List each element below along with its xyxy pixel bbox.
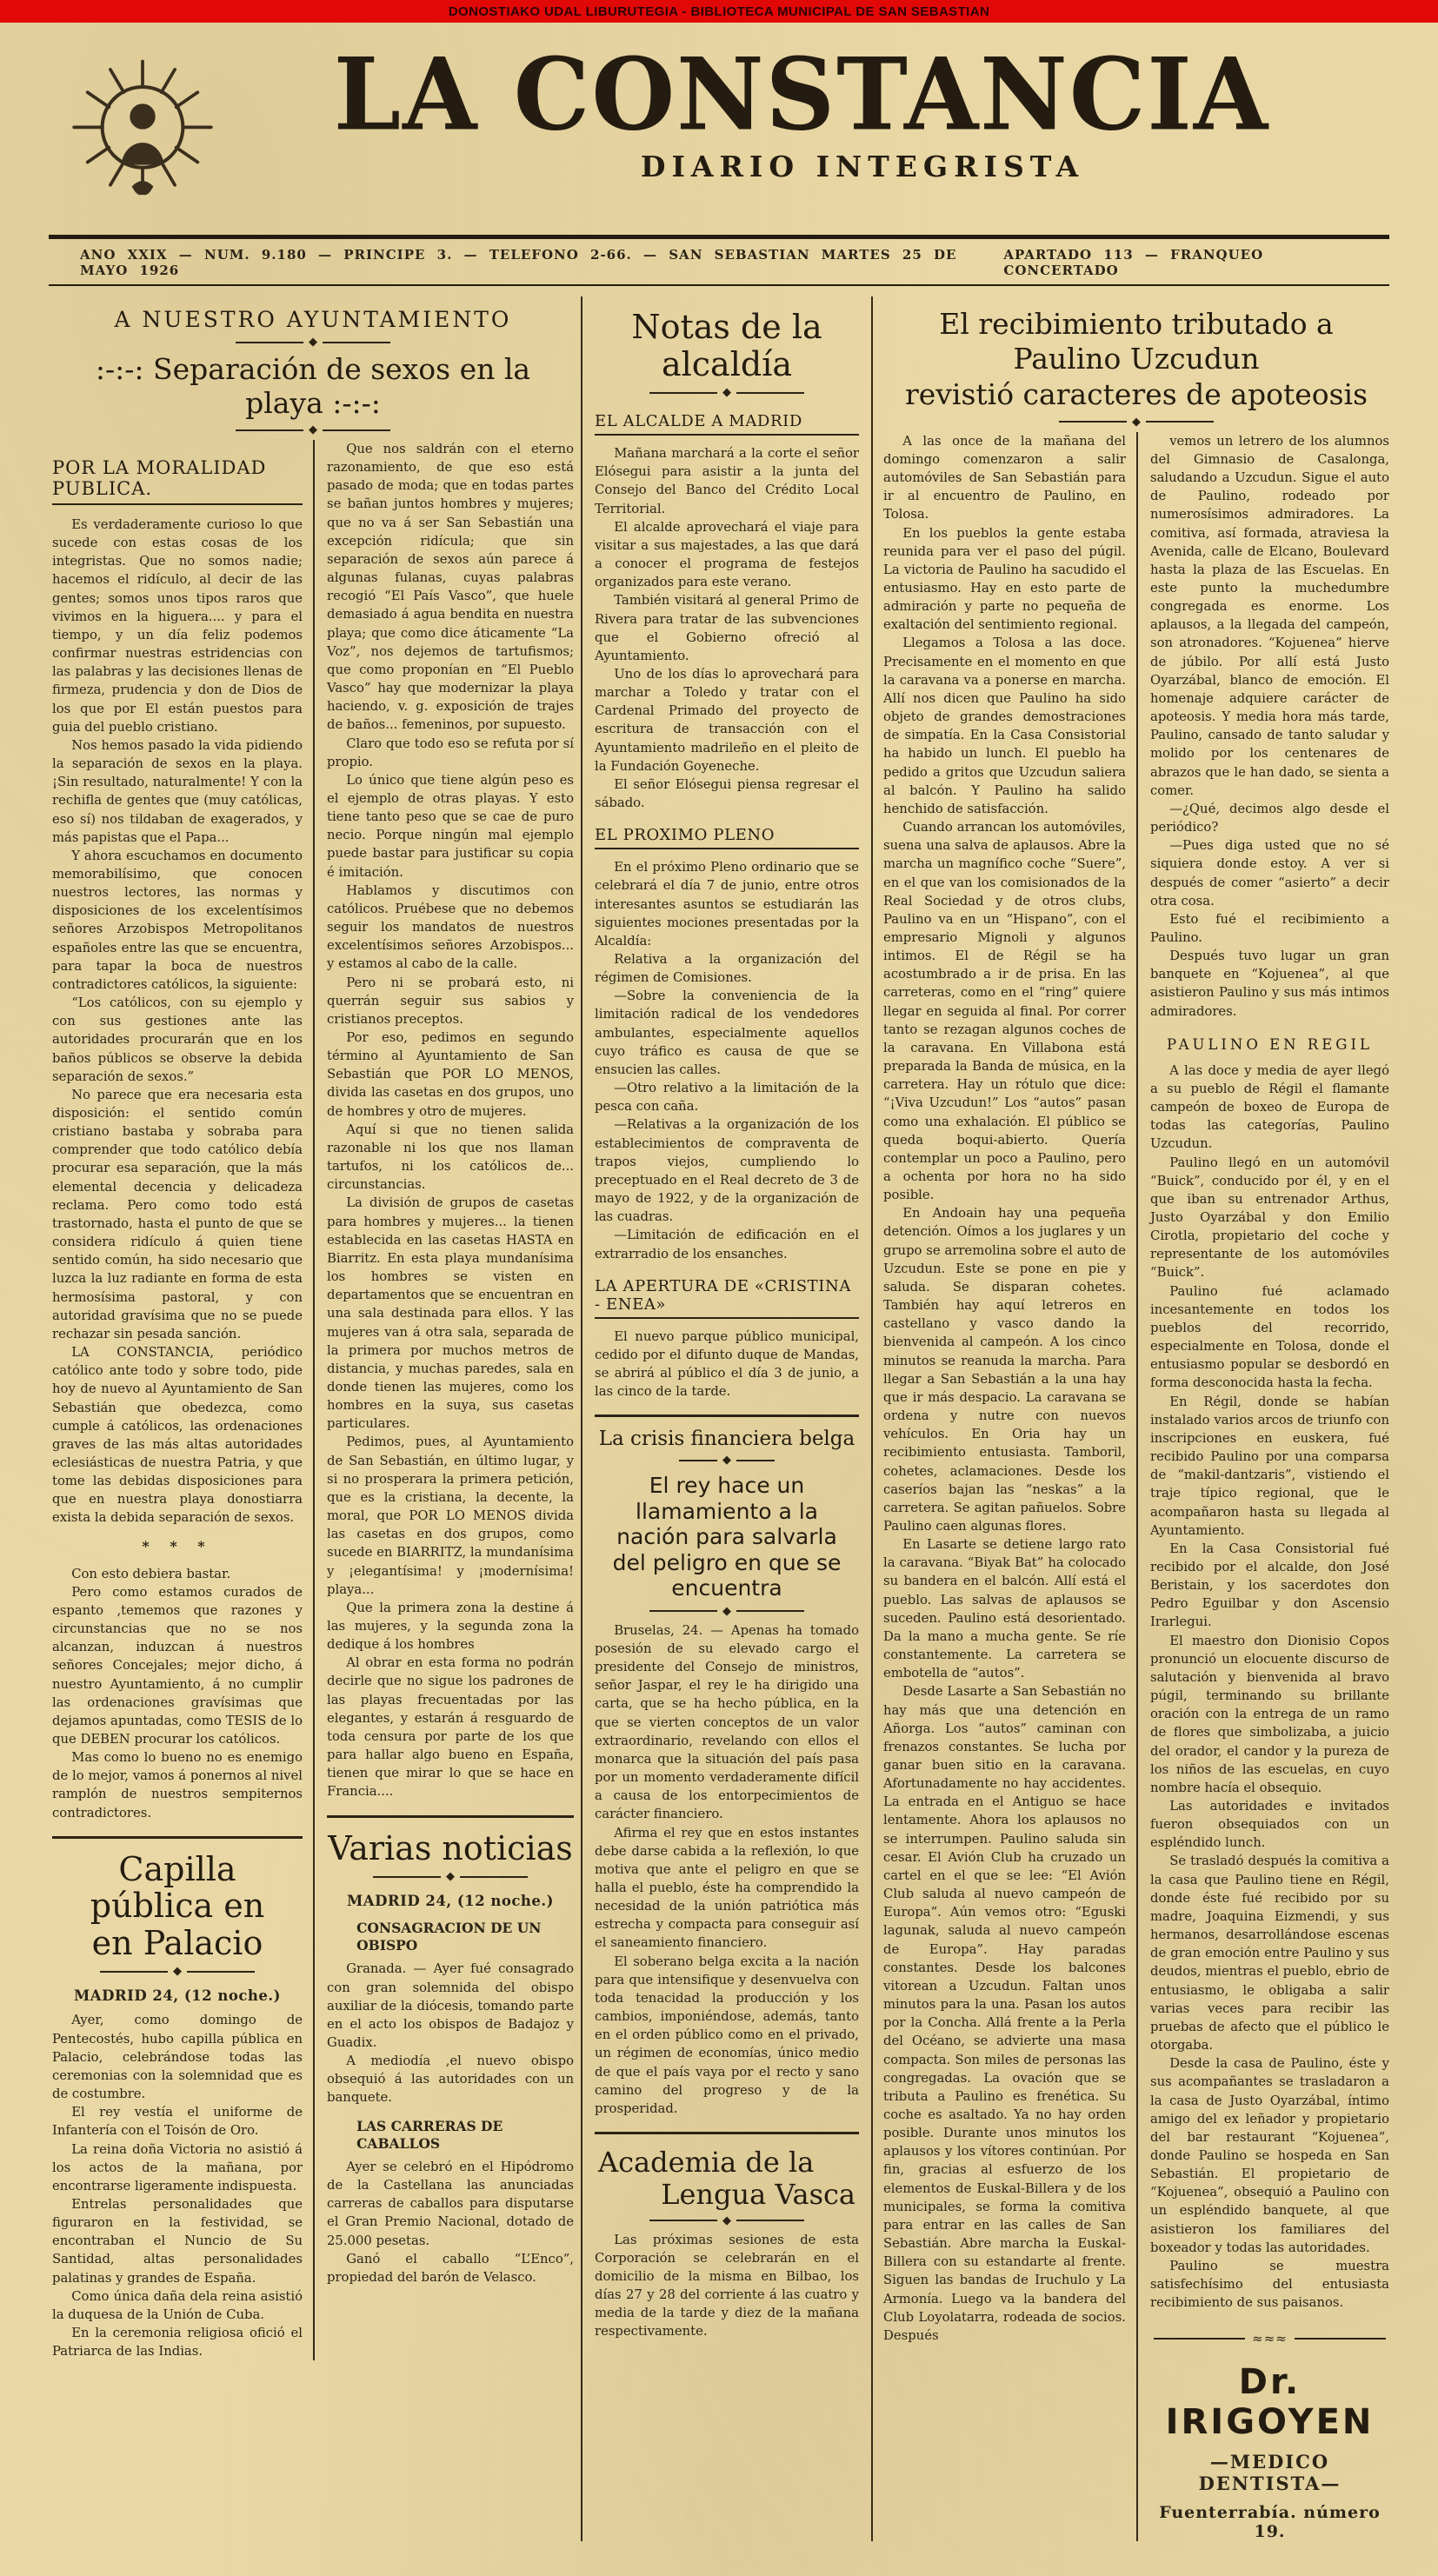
paragraph: —Sobre la conveniencia de la limitación radical de los vendedores ambulantes, especialmente aquellos cuyo tráfico es causa de que se ensucien las calles. xyxy=(595,988,859,1077)
section-break-stars: * * * xyxy=(142,1537,213,1554)
paragraph-list xyxy=(595,2231,859,2341)
paragraph: También visitará al general Primo de Rivera para tratar de las subvenciones que el Gobierno ofreció al Ayuntamiento. xyxy=(595,593,859,663)
paragraph: Hablamos y discutimos con católicos. Pruébese que no debemos seguir los mandatos de nuestros excelentísimos señores Arzobispos... y estamos al cabo de la calle. xyxy=(327,882,574,972)
paragraph: Paulino llegó en un automóvil “Buick”, conducido por él, y en el que iban su entrenador Arthus, Justo Oyarzábal y don Emilio Cirotla, propietario del coche y representante de los automóviles “Buick”. xyxy=(1150,1155,1389,1281)
paragraph: Esto fué el recibimiento a Paulino. xyxy=(1150,911,1389,945)
ornament-divider xyxy=(627,1606,827,1617)
paragraph: Ganó el caballo “L’Enco”, propiedad del barón de Velasco. xyxy=(327,2251,574,2285)
article-headline xyxy=(883,307,1389,412)
paragraph-list xyxy=(52,516,303,1528)
diamond-ornament-icon: ◆ xyxy=(309,336,317,349)
library-stamp-banner: DONOSTIAKO UDAL LIBURUTEGIA - BIBLIOTECA MUNICIPAL DE SAN SEBASTIAN xyxy=(0,0,1438,23)
paragraph: Granada. — Ayer fué consagrado con gran solemnida del obispo auxiliar de la diócesis, tomando parte en el acto los obispos de Badajoz y Guadix. xyxy=(327,1961,574,2051)
article-varias-noticias xyxy=(327,1830,574,2286)
article-headline xyxy=(595,2147,859,2211)
article-dateline: MADRID 24, (12 noche.) xyxy=(74,1987,281,2005)
paragraph: A mediodía ,el nuevo obispo obsequió á las autoridades con un banquete. xyxy=(327,2053,574,2106)
paragraph: El nuevo parque público municipal, cedido por el difunto duque de Mandas, se abrirá al público el día 3 de junio, a las cinco de la tarde. xyxy=(595,1328,859,1400)
diamond-ornament-icon: ◆ xyxy=(1132,415,1141,429)
headline-line: Capilla pública en xyxy=(90,1849,265,1926)
paragraph: En Régil, donde se habían instalado varios arcos de triunfo con inscripciones en euskera, fué recibido Paulino por una comparsa de “makil-dantzaris”, vistiendo el traje típico regional, que le acompañaron hasta su llegada al Ayuntamiento. xyxy=(1150,1394,1389,1538)
paragraph: Que nos saldrán con el eterno razonamiento, de que eso está pasado de moda; que en todas partes se bañan juntos hombres y mujeres; que no va á ser San Sebastián una excepción ridícula; que sin separación de sexos aún parece á algunas fulanas, cuyas palabras recogió “El País Vasco”, que huele demasiado á agua bendita en nuestra playa; que como dice áticamente “La Voz”, nos dejemos de tartufismos; que como proponían en “El Pueblo Vasco” hay que modernizar la playa haciendo, v. g. exposición de trajes de baños... femeninos, por supuesto. xyxy=(327,442,574,733)
paragraph: En Lasarte se detiene largo rato la caravana. “Biyak Bat” ha colocado su bandera en el balcón. Allí está el pueblo. Las salvas de aplausos se suceden. Paulino está desorientado. Da la mano a mucha gente. Se ríe constantemente. La carretera se embotella de “autos”. xyxy=(883,1537,1126,1681)
paragraph: El maestro don Dionisio Copos pronunció un elocuente discurso de salutación y bienvenida al bravo púgil, terminando su brillante oración con la entrega de un ramo de flores que simbolizaba, a juicio del orador, el candor y la pureza de los niños de las escuelas, en cuyo nombre hacía el obsequio. xyxy=(1150,1633,1389,1795)
article-academia-lengua-vasca xyxy=(595,2147,859,2341)
paragraph: Aquí si que no tienen salida razonable ni los que nos llaman tartufos, ni los católicos de... circunstancias. xyxy=(327,1122,574,1193)
paragraph: En el próximo Pleno ordinario que se celebrará el día 7 de junio, entre otros interesantes asuntos se estudiarán las siguientes mociones presentadas por la Alcaldía: xyxy=(595,860,859,949)
paragraph: No parece que era necesaria esta disposición: el sentido común cristiano bastaba y sobraba para comprender que todo católico debía procurar esa separación, que la más elemental decencia y delicadeza reclama. Pero como todo está trastornado, hasta el punto de que se considera ridículo á quien tiene sentido común, ha sido necesario que luzca la luz radiante en forma de esta hermosísima pastoral, y con autoridad gravísima que no se puede rechazar sin pesada sanción. xyxy=(52,1087,303,1341)
ad-profession: —MEDICO DENTISTA— xyxy=(1198,2451,1341,2495)
section-subhead: LAS CARRERAS DE CABALLOS xyxy=(356,2117,503,2152)
paragraph: —Limitación de edificación en el extrarradio de los ensanches. xyxy=(595,1228,859,1261)
headline-line: Lengua Vasca xyxy=(661,2177,855,2211)
paragraph: El soberano belga excita a la nación para que intensifique y desenvuelva con toda tenacidad la producción y los cambios, imponiéndose, además, tanto en el orden público como en el privado, un régimen de economías, único medio de que el país vaya por el recto y sano camino del progreso y de la prosperidad. xyxy=(595,1954,859,2116)
paragraph-list xyxy=(883,432,1126,2345)
section-subhead: EL ALCALDE A MADRID xyxy=(595,412,859,436)
horizontal-rule xyxy=(52,1836,303,1839)
column-1 xyxy=(52,440,313,2360)
ornament-divider xyxy=(980,416,1293,428)
article-capilla-palacio xyxy=(52,1851,303,2361)
paragraph-list xyxy=(52,1565,303,1822)
diamond-ornament-icon: ◆ xyxy=(722,386,731,400)
ornament-divider xyxy=(213,336,413,348)
column-5 xyxy=(1136,432,1389,2542)
paragraph: —Pues diga usted que no sé siquiera donde estoy. A ver si después de comer “asierto” a decir otra cosa. xyxy=(1150,838,1389,909)
paragraph-list xyxy=(327,1960,574,2107)
paragraph: Relativa a la organización del régimen de Comisiones. xyxy=(595,952,859,986)
paragraph: La división de grupos de casetas para hombres y mujeres... la tienen establecida en las casetas HASTA en Biarritz. En esta playa mundanísima los hombres se visten en departamentos que se encuentran en una sala destinada para ellos. Y las mujeres van á otra sala, separada de la primera por muchos metros de distancia, y muchas paredes, sala en donde tienen las mujeres, como los hombres en la suya, sus casetas particulares. xyxy=(327,1195,574,1432)
paragraph: Afirma el rey que en estos instantes debe darse cabida a la reflexión, lo que motiva que ante el peligro en que se halla el pueblo, éste ha comprendido la necesidad de la unión patriótica más estrecha y compacta para conseguir así el saneamiento financiero. xyxy=(595,1825,859,1951)
ornament-divider xyxy=(627,387,827,398)
paragraph-list xyxy=(1150,432,1389,1021)
ad-doctor-name: Dr. IRIGOYEN xyxy=(1165,2362,1375,2443)
paragraph-list xyxy=(1150,1062,1389,2313)
horizontal-rule xyxy=(595,1414,859,1417)
article-headline: Varias noticias xyxy=(328,1828,573,1867)
paragraph: Cuando arrancan los automóviles, suena una salva de aplausos. Abre la marcha un magnífico coche “Suere”, en el que van los comisionados de la Real Sociedad y de otros clubs, Paulino va en un “Hispano”, con el empresario Mignoli y algunos intimos. El de Régil se ha acostumbrado a ir de prisa. En las carreteras, como en el “ring” quiere llegar en seguida al final. Por correr tanto se rezagan algunos coches de la caravana. En Villabona está preparada la Banda de música, en la carretera. Hay un rótulo que dice: “¡Viva Uzcudun!” Los “autos” pasan como una exhalación. El público se queda boqui-abierto. Quería contemplar un poco a Paulino, pero a ochenta por hora no ha sido posible. xyxy=(883,820,1126,1203)
article-kicker: La crisis financiera belga xyxy=(598,1428,855,1451)
paragraph: Pero ni se probará esto, ni querrán seguir sus sabios y cristianos preceptos. xyxy=(327,975,574,1027)
paragraph: El rey vestía el uniforme de Infantería con el Toisón de Oro. xyxy=(52,2105,303,2139)
section-subhead: PAULINO EN REGIL xyxy=(1167,1035,1373,1053)
diamond-ornament-icon: ◆ xyxy=(309,423,317,436)
paragraph-list xyxy=(327,2158,574,2286)
article-headline xyxy=(52,1851,303,1962)
section-subhead: CONSAGRACION DE UN OBISPO xyxy=(356,1920,542,1954)
section-subhead: EL PROXIMO PLENO xyxy=(595,826,859,849)
paragraph: Al obrar en esta forma no podrán decirle que no sigue los padrones de las playas frecuentadas por las elegantes, y estarán á resguardo de toda censura por parte de los que para hallar algo bueno en España, tienen que mirar lo que se hace en Francia.... xyxy=(327,1655,574,1800)
paragraph: Pero como estamos curados de espanto ,tememos que razones y circunstancias que no se nos alcanzan, induzcan á nuestros señores Concejales; mejor dicho, á nuestro Ayuntamiento, á no cumplir las ordenaciones gravísimas que dejamos apuntadas, como TESIS de lo que DEBEN procurar los católicos. xyxy=(52,1584,303,1747)
diamond-ornament-icon: ◆ xyxy=(722,1604,731,1618)
ornament-divider xyxy=(350,1871,550,1882)
article-subhead: POR LA MORALIDAD PUBLICA. xyxy=(52,457,303,505)
article-separacion-sexos xyxy=(52,296,574,2541)
paragraph-list xyxy=(595,1621,859,2118)
paragraph-list xyxy=(327,440,574,1801)
masthead xyxy=(0,36,1438,235)
article-paulino-uzcudun xyxy=(873,296,1389,2541)
paragraph: Después tuvo lugar un gran banquete en “Kojuenea”, al que asistieron Paulino y sus más intimos admiradores. xyxy=(1150,949,1389,1019)
horizontal-rule xyxy=(327,1815,574,1818)
ad-address: Fuenterrabía. número 19. xyxy=(1159,2503,1381,2542)
paragraph: Desde Lasarte a San Sebastián no hay más que una detención en Añorga. Los “autos” caminan con frenazos constantes. Se lucha por ganar buen sitio en la caravana. Afortunadamente no hay accidentes. La entrada en el Antiguo se hace lentamente. Ahora los aplausos no se interrumpen. Paulino saluda sin cesar. El Avión Club ha cruzado un cartel en el que se lee: “El Avión Club saluda al nuevo campeón de Europa”. Aún vemos otro: “Eguski lagunak, saluda al nuevo campeón de Europa”. Hay paradas constantes. Desde los balcones vitorean a Uzcudun. Faltan unos minutos para la una. Pasan los autos por la Concha. Allá frente a la Perla del Océano, se advierte una masa compacta. Son miles de personas las congregadas. La ovación que se tributa a Paulino es frenética. Su coche es asaltado. Ya no hay orden posible. Durante unos minutos los aplausos y los vítores continúan. Por fin, gracias al esfuerzo de los elementos de Euskal-Billera y de los municipales, se forma la comitiva para entrar en las calles de San Sebastián. Abre marcha la Euskal-Billera con su estandarte al frente. Siguen las bandas de Iruchulo y La Armonía. Luego va la bandera del Club Loyolatarra, rodeada de socios. Después xyxy=(883,1684,1126,2343)
paragraph: Con esto debiera bastar. xyxy=(71,1566,231,1581)
ornament-divider xyxy=(77,1966,277,1977)
article-headline: El rey hace un llamamiento a la nación para salvarla del peligro en que se encuentra xyxy=(612,1473,842,1601)
horizontal-rule xyxy=(595,2132,859,2134)
ornament-divider xyxy=(627,2215,827,2227)
column-2 xyxy=(313,440,574,2360)
paragraph: Como única daña dela reina asistió la duquesa de la Unión de Cuba. xyxy=(52,2288,303,2322)
paragraph: vemos un letrero de los alumnos del Gimnasio de Casalonga, saludando a Uzcudun. Sigue el auto de Paulino, rodeado por numerosísimos admiradores. La comitiva, así formada, atraviesa la Avenida, calle de Elcano, Boulevard hasta la plaza de las Escuelas. En este punto la muchedumbre congregada es enorme. Los aplausos, a la llegada del campeón, son atronadores. “Kojuenea” hierve de júbilo. Por allí está Justo Oyarzábal, blanco de emoción. El homenaje adquiere carácter de apoteosis. Y media hora más tarde, Paulino, cansado de tanto saludar y molido por los centenares de abrazos que le han dado, se sienta a comer. xyxy=(1150,433,1389,798)
section-subhead: LA APERTURA DE «CRISTINA - ENEA» xyxy=(595,1277,859,1319)
diamond-ornament-icon: ◆ xyxy=(173,1965,182,1979)
paragraph: En la Casa Consistorial fué recibido por el alcalde, don José Beristain, y los sacerdotes don Pedro Eguilbar y don Ascensio Irarlegui. xyxy=(1150,1541,1389,1630)
paragraph: Llegamos a Tolosa a las doce. Precisamente en el momento en que la caravana va a ponerse en marcha. Allí nos dicen que Paulino ha sido objeto de grandes demostraciones de simpatía. En la Casa Consistorial ha habido un lunch. El pueblo ha pedido a gritos que Uzcudun saliera al balcón. Y Paulino ha salido henchido de satisfacción. xyxy=(883,636,1126,816)
diamond-ornament-icon: ◆ xyxy=(446,1870,455,1884)
paragraph: Mas como lo bueno no es enemigo de lo mejor, vamos á ponernos al nivel ramplón de nuestros sempiternos contradictores. xyxy=(52,1750,303,1821)
diamond-ornament-icon: ◆ xyxy=(722,2213,731,2227)
paragraph: Bruselas, 24. — Apenas ha tomado posesión de su elevado cargo el presidente del Consejo de ministros, señor Jaspar, el rey le ha dirigido una carta, que se ha hecho pública, en la que se vierten conceptos de un valor extraordinario, revelando con ellos el monarca que la situación del país pasa por un momento verdaderamente difícil a causa de los entorpecimientos de carácter financiero. xyxy=(595,1622,859,1822)
article-headline: Notas de la alcaldía xyxy=(631,308,822,383)
dateline-right: APARTADO 113 — FRANQUEO CONCERTADO xyxy=(1003,247,1264,278)
paragraph: Claro que todo eso se refuta por sí propio. xyxy=(327,736,574,769)
paragraph: Por eso, pedimos en segundo término al Ayuntamiento de San Sebastián que POR LO MENOS, divida las casetas en dos grupos, uno de hombres y otro de mujeres. xyxy=(327,1030,574,1119)
paragraph: “Los católicos, con su ejemplo y con sus gestiones ante las autoridades procurarán que en los baños públicos se observe la debida separación de sexos.” xyxy=(52,995,303,1084)
paragraph: —Relativas a la organización de los establecimientos de compraventa de trapos viejos, cumpliendo lo preceptuado en el Real decreto de 3 de mayo de 1922, y de la organización de las cuadras. xyxy=(595,1117,859,1225)
paragraph: El señor Elósegui piensa regresar el sábado. xyxy=(595,776,859,811)
paragraph-list xyxy=(595,858,859,1262)
paragraph: —¿Qué, decimos algo desde el periódico? xyxy=(1150,801,1389,835)
squiggle-ornament-icon: ≈≈≈ xyxy=(1252,2331,1288,2347)
ad-dr-irigoyen xyxy=(1150,2331,1389,2541)
paragraph: Mañana marchará a la corte el señor Elósegui para asistir a la junta del Consejo del Banco del Crédito Local Territorial. xyxy=(595,446,859,516)
ornament-divider xyxy=(666,1454,788,1466)
headline-line: en Palacio xyxy=(91,1923,263,1962)
article-crisis-belga xyxy=(595,1428,859,2118)
article-kicker: A NUESTRO AYUNTAMIENTO xyxy=(114,307,512,332)
paragraph-list xyxy=(595,444,859,812)
paragraph: Y ahora escuchamos en documento memorabilísimo, que conocen nuestros lectores, las normas y disposiciones de los excelentísimos señores Arzobispos Metropolitanos españoles entre las que se encuentra, para tapar la boca de nuestros contradictores católicos, la siguiente: xyxy=(52,848,303,992)
paragraph: Ayer, como domingo de Pentecostés, hubo capilla pública en Palacio, celebrándose todas las ceremonias con la solemnidad que es de costumbre. xyxy=(52,2013,303,2102)
paragraph: Entrelas personalidades que figuraron en la festividad, se encontraban el Nuncio de Su Santidad, altas personalidades palatinas y grandes de España. xyxy=(52,2196,303,2286)
headline-line: Academia de la xyxy=(598,2146,815,2179)
paragraph: LA CONSTANCIA, periódico católico ante todo y sobre todo, pide hoy de nuevo al Ayuntamiento de San Sebastián que obedezca, como cumple á católicos, las ordenaciones graves de las más altas autoridades eclesiásticas de nuestra Patria, y que tome las debidas disposiciones para que en nuestra playa donostiarra exista la debida separación de sexos. xyxy=(52,1345,303,1526)
article-dateline: MADRID 24, (12 noche.) xyxy=(347,1893,554,1910)
paragraph: En los pueblos la gente estaba reunida para ver el paso del púgil. La victoria de Paulino ha sacudido el entusiasmo. Hay en esto parte de admiración y parte no pequeña de exaltación del sentimiento regional. xyxy=(883,525,1126,633)
paragraph: Las próximas sesiones de esta Corporación se celebrarán en el domicilio de la misma en Bilbao, los días 27 y 28 del corriente á las cuatro y media de la tarde y diez de la mañana respectivamente. xyxy=(595,2232,859,2340)
headline-line: El recibimiento tributado a Paulino Uzcudun xyxy=(939,307,1334,376)
paragraph: Las autoridades e invitados fueron obsequiados con un espléndido lunch. xyxy=(1150,1799,1389,1851)
paragraph: Lo único que tiene algún peso es el ejemplo de otras playas. Y esto tiene tanto peso que se cae de puro necio. Porque ningún mal ejemplo puede bastar para justificar su copia é imitación. xyxy=(327,772,574,880)
article-headline: :-:-: Separación de sexos en la playa :-:-: xyxy=(95,352,531,420)
paragraph: En la ceremonia religiosa ofició el Patriarca de las Indias. xyxy=(52,2326,303,2360)
squiggle-rule xyxy=(1154,2331,1386,2346)
two-column-block xyxy=(52,440,574,2360)
paragraph: Que la primera zona la destine á las mujeres, y la segunda zona la dedique á los hombres xyxy=(327,1600,574,1653)
paragraph: La reina doña Victoria no asistió á los actos de la mañana, por encontrarse ligeramente indispuesta. xyxy=(52,2141,303,2193)
paragraph: Es verdaderamente curioso lo que sucede con estas cosas de los integristas. Que no somos nadie; hacemos el ridículo, al decir de las gentes; somos unos tipos raros que vivimos en la higuera.... y para el tiempo, y un día feliz podemos confirmar nuestras estridencias con las palabras y las decisiones llenas de firmeza, prudencia y don de Dios de los que por El están puestos para guia del pueblo cristiano. xyxy=(52,517,303,735)
column-4 xyxy=(883,432,1136,2542)
dateline xyxy=(0,239,1438,284)
paragraph-list xyxy=(595,1328,859,1401)
paragraph: A las doce y media de ayer llegó a su pueblo de Régil el flamante campeón de boxeo de Europa de todas las categorías, Paulino Uzcudun. xyxy=(1150,1062,1389,1152)
paragraph: —Otro relativo a la limitación de la pesca con caña. xyxy=(595,1081,859,1115)
newspaper-subtitle: DIARIO INTEGRISTA xyxy=(640,150,1085,183)
paragraph: Paulino fué aclamado incesantemente en todos los pueblos del recorrido, especialmente en Tolosa, donde el entusiasmo popular se desbordó en forma desconocida hasta la fecha. xyxy=(1150,1283,1389,1391)
ornament-divider xyxy=(213,424,413,436)
paragraph: En Andoain hay una pequeña detención. Oímos a los juglares y un grupo se arremolina sobre el auto de Uzcudun. Este se pone en pie y saluda. Se disparan cohetes. También hay aquí letreros en castellano y vasco dando la bienvenida al campeón. A los cinco minutos se reanuda la marcha. Para llegar a San Sebastián a la una hay que ir más despacio. La caravana se ordena y nutre con nuevos vehículos. En Oria hay un recibimiento entusiasta. Tamboril, cohetes, aclamaciones. Desde los caseríos bajan las “neskas” a la carretera. Se agitan pañuelos. Sobre Paulino caen algunas flores. xyxy=(883,1206,1126,1534)
paragraph: Se trasladó después la comitiva a la casa que Paulino tiene en Régil, donde éste fué recibido por su madre, Joaquina Eizmendi, y sus hermanos, desarrollándose escenas de gran emoción entre Paulino y sus deudos, mientras el pueblo, ebrio de entusiasmo, le obligaba a salir varias veces para recibir las pruebas de afecto que el público le otorgaba. xyxy=(1150,1854,1389,2053)
two-column-block xyxy=(883,432,1389,2542)
column-alcaldia xyxy=(581,296,873,2541)
paragraph: Ayer se celebró en el Hipódromo de la Castellana las anunciadas carreras de caballos para disputarse el Gran Premio Nacional, dotado de 25.000 pesetas. xyxy=(327,2159,574,2248)
paragraph: Uno de los días lo aprovechará para marchar a Toledo y tratar con el Cardenal Primado del proyecto de escritura de transacción con el Ayuntamiento madrileño en el pleito de la Fundación Goyeneche. xyxy=(595,666,859,774)
paragraph: Pedimos, pues, al Ayuntamiento de San Sebastián, en último lugar, y si no prosperara la primera petición, que es la cristiana, la decente, la moral, que POR LO MENOS divida las casetas en dos grupos, como sucede en BIARRITZ, la mundanísima y ¡elegantísima! y ¡modernísima! playa... xyxy=(327,1434,575,1597)
paragraph-list xyxy=(52,2011,303,2360)
newspaper-title: LA CONSTANCIA xyxy=(333,36,1270,153)
paragraph: Paulino se muestra satisfechísimo del entusiasta recibimiento de sus paisanos. xyxy=(1150,2258,1389,2311)
dateline-left: ANO XXIX — NUM. 9.180 — PRINCIPE 3. — TELEFONO 2-66. — SAN SEBASTIAN MARTES 25 DE MAYO 1926 xyxy=(80,247,957,278)
headline-line: revistió caracteres de apoteosis xyxy=(904,376,1368,411)
paragraph: El alcalde aprovechará el viaje para visitar a sus majestades, a las que dará a conocer el programa de festejos organizados para este verano. xyxy=(595,519,859,590)
diamond-ornament-icon: ◆ xyxy=(722,1454,731,1468)
paragraph: Desde la casa de Paulino, éste y sus acompañantes se trasladaron a la casa de Justo Oyarzábal, íntimo amigo del ex leñador y propietario del bar restaurant “Kojuenea”, donde Paulino se hospeda en San Sebastián. El propietario de “Kojuenea”, obsequió a Paulino con un espléndido banquete, al que asistieron los familiares del boxeador y todas las autoridades. xyxy=(1150,2056,1389,2255)
paragraph: A las once de la mañana del domingo comenzaron a salir automóviles de San Sebastián para ir al encuentro de Paulino, en Tolosa. xyxy=(883,433,1126,523)
paragraph: Nos hemos pasado la vida pidiendo la separación de sexos en la playa. ¡Sin resultado, naturalmente! Y con la rechifla de gentes que (muy católicas, eso sí) nos tildaban de exagerados, y más papistas que el Papa... xyxy=(52,737,303,845)
page-content xyxy=(0,286,1438,2576)
